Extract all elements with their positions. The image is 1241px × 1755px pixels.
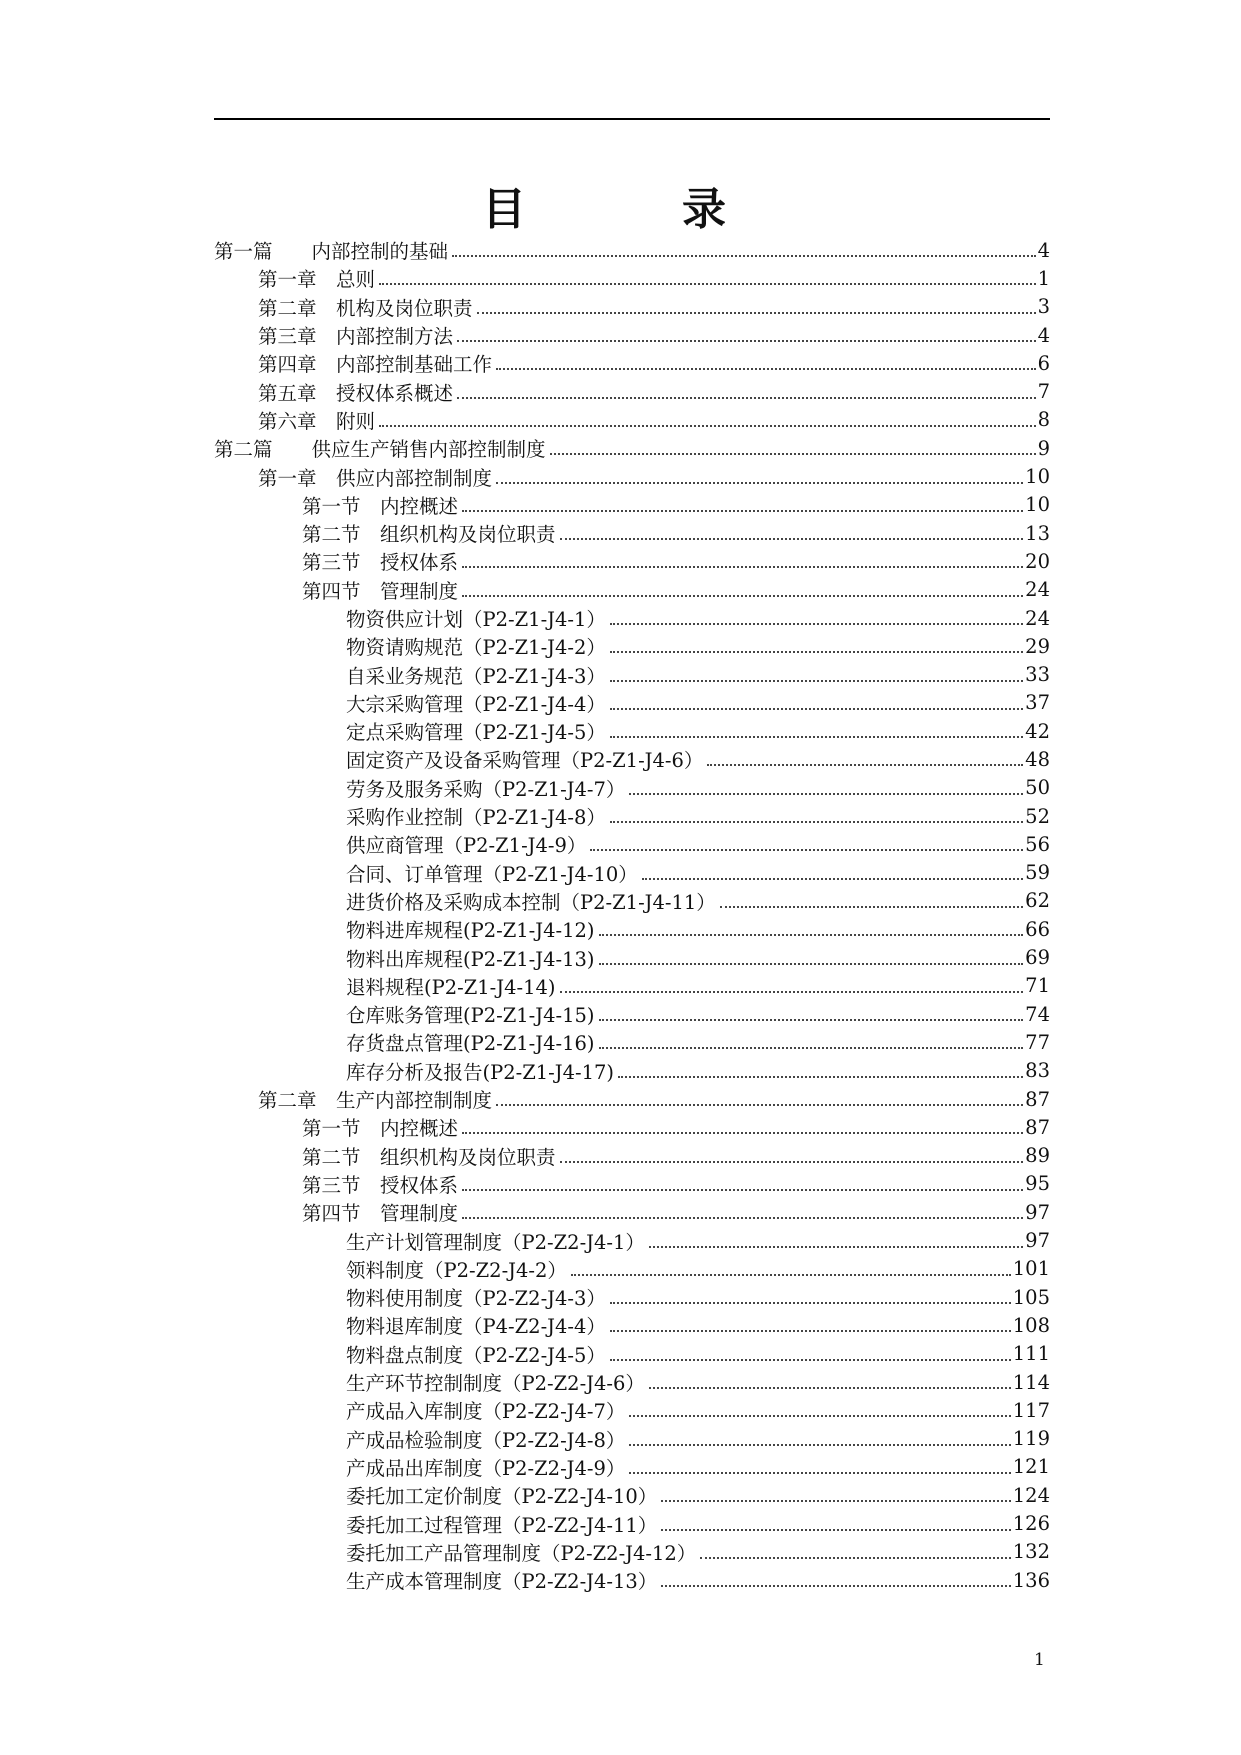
toc-entry-label: 第一篇 内部控制的基础 (214, 240, 449, 264)
toc-entry-page: 6 (1037, 351, 1050, 375)
dot-leader (610, 821, 1023, 823)
toc-entry[interactable] (214, 1226, 1050, 1254)
toc-entry[interactable] (214, 887, 1050, 915)
toc-entry-label: 第四章 内部控制基础工作 (258, 353, 493, 377)
dot-leader (610, 708, 1023, 710)
dot-leader (452, 255, 1036, 257)
toc-entry[interactable] (214, 717, 1050, 745)
toc-entry-label: 合同、订单管理（P2-Z1-J4-10） (346, 862, 638, 886)
toc-entry-page: 97 (1025, 1200, 1050, 1224)
toc-entry-page: 20 (1025, 549, 1050, 573)
toc-entry[interactable] (214, 1085, 1050, 1113)
toc-entry-label: 固定资产及设备采购管理（P2-Z1-J4-6） (346, 749, 704, 773)
dot-leader (462, 1132, 1023, 1134)
dot-leader (496, 1104, 1023, 1106)
toc-entry-page: 4 (1037, 323, 1050, 347)
toc-entry[interactable] (214, 1368, 1050, 1396)
toc-entry-page: 111 (1012, 1342, 1050, 1366)
toc-entry-label: 产成品检验制度（P2-Z2-J4-8） (346, 1428, 626, 1452)
dot-leader (661, 1500, 1010, 1502)
toc-entry[interactable] (214, 972, 1050, 1000)
toc-entry[interactable] (214, 264, 1050, 292)
toc-entry[interactable] (214, 943, 1050, 971)
toc-entry[interactable] (214, 1311, 1050, 1339)
table-of-contents (214, 236, 1050, 1594)
toc-entry-label: 委托加工过程管理（P2-Z2-J4-11） (346, 1513, 658, 1537)
dot-leader (720, 906, 1023, 908)
toc-entry-page: 66 (1025, 917, 1050, 941)
toc-entry-label: 第二节 组织机构及岗位职责 (302, 523, 556, 547)
toc-entry-label: 委托加工定价制度（P2-Z2-J4-10） (346, 1485, 658, 1509)
toc-title: 目 录 (482, 184, 782, 235)
toc-entry[interactable] (214, 377, 1050, 405)
toc-entry-page: 1 (1037, 266, 1050, 290)
dot-leader (599, 963, 1024, 965)
toc-entry[interactable] (214, 660, 1050, 688)
toc-entry[interactable] (214, 293, 1050, 321)
toc-entry-page: 24 (1025, 578, 1050, 602)
dot-leader (661, 1585, 1010, 1587)
dot-leader (462, 510, 1023, 512)
toc-entry[interactable] (214, 859, 1050, 887)
toc-entry-label: 退料规程(P2-Z1-J4-14) (346, 975, 556, 999)
toc-entry-label: 第三节 授权体系 (302, 551, 459, 575)
dot-leader (457, 340, 1036, 342)
dot-leader (496, 482, 1023, 484)
toc-entry-label: 产成品入库制度（P2-Z2-J4-7） (346, 1400, 626, 1424)
toc-entry-label: 第三节 授权体系 (302, 1173, 459, 1197)
toc-entry[interactable] (214, 830, 1050, 858)
page-number: 1 (1034, 1650, 1045, 1670)
dot-leader (629, 1472, 1010, 1474)
dot-leader (610, 1330, 1011, 1332)
dot-leader (610, 736, 1023, 738)
header-rule (214, 118, 1050, 120)
toc-entry[interactable] (214, 576, 1050, 604)
toc-entry-page: 10 (1025, 465, 1050, 489)
toc-entry[interactable] (214, 604, 1050, 632)
toc-entry-page: 114 (1012, 1370, 1050, 1394)
dot-leader (610, 1302, 1011, 1304)
toc-entry-label: 委托加工产品管理制度（P2-Z2-J4-12） (346, 1541, 697, 1565)
dot-leader (649, 1387, 1011, 1389)
toc-entry[interactable] (214, 1028, 1050, 1056)
toc-entry-page: 83 (1025, 1059, 1050, 1083)
dot-leader (610, 623, 1023, 625)
dot-leader (629, 1415, 1010, 1417)
toc-entry[interactable] (214, 1283, 1050, 1311)
toc-entry-label: 产成品出库制度（P2-Z2-J4-9） (346, 1456, 626, 1480)
toc-entry-page: 87 (1025, 1087, 1050, 1111)
toc-entry-label: 第二章 生产内部控制制度 (258, 1089, 493, 1113)
toc-entry-label: 物料使用制度（P2-Z2-J4-3） (346, 1287, 606, 1311)
dot-leader (560, 991, 1024, 993)
toc-entry[interactable] (214, 745, 1050, 773)
toc-entry-label: 物料退库制度（P4-Z2-J4-4） (346, 1315, 606, 1339)
toc-entry-label: 库存分析及报告(P2-Z1-J4-17) (346, 1060, 615, 1084)
toc-entry-page: 126 (1012, 1512, 1050, 1535)
dot-leader (560, 538, 1024, 540)
toc-entry[interactable] (214, 689, 1050, 717)
toc-entry[interactable] (214, 462, 1050, 490)
toc-entry-label: 采购作业控制（P2-Z1-J4-8） (346, 806, 606, 830)
toc-entry-page: 10 (1025, 493, 1050, 517)
toc-entry-label: 物料进库规程(P2-Z1-J4-12) (346, 919, 595, 943)
dot-leader (379, 425, 1036, 427)
toc-entry-page: 105 (1012, 1285, 1050, 1309)
toc-entry-label: 生产计划管理制度（P2-Z2-J4-1） (346, 1230, 645, 1254)
toc-entry-page: 24 (1025, 606, 1050, 630)
toc-entry-label: 第一章 供应内部控制制度 (258, 466, 493, 490)
toc-entry-label: 第四节 管理制度 (302, 1202, 459, 1226)
toc-entry-page: 33 (1025, 663, 1050, 687)
toc-entry-label: 存货盘点管理(P2-Z1-J4-16) (346, 1032, 595, 1056)
toc-entry[interactable] (214, 1509, 1050, 1537)
toc-entry[interactable] (214, 1000, 1050, 1028)
dot-leader (550, 453, 1036, 455)
toc-entry-label: 领料制度（P2-Z2-J4-2） (346, 1258, 567, 1282)
toc-entry[interactable] (214, 1453, 1050, 1481)
toc-entry[interactable] (214, 1142, 1050, 1170)
toc-entry[interactable] (214, 519, 1050, 547)
toc-entry-page: 69 (1025, 946, 1050, 970)
dot-leader (571, 1274, 1011, 1276)
toc-entry-label: 定点采购管理（P2-Z1-J4-5） (346, 721, 606, 745)
toc-entry-page: 42 (1025, 719, 1050, 743)
dot-leader (457, 397, 1036, 399)
toc-entry-page: 71 (1025, 974, 1050, 998)
toc-entry-page: 124 (1012, 1483, 1050, 1507)
toc-entry-label: 第四节 管理制度 (302, 579, 459, 603)
toc-entry-page: 62 (1025, 889, 1050, 913)
toc-entry-page: 13 (1025, 521, 1050, 545)
toc-entry-label: 第一章 总则 (258, 268, 376, 292)
dot-leader (462, 595, 1023, 597)
toc-entry-page: 4 (1037, 238, 1050, 262)
toc-entry-label: 生产成本管理制度（P2-Z2-J4-13） (346, 1570, 658, 1594)
dot-leader (629, 1444, 1010, 1446)
toc-entry-label: 物资供应计划（P2-Z1-J4-1） (346, 608, 606, 631)
dot-leader (462, 1189, 1023, 1191)
toc-entry[interactable] (214, 1340, 1050, 1368)
dot-leader (618, 1076, 1023, 1078)
toc-entry-page: 74 (1025, 1002, 1050, 1026)
toc-entry-page: 50 (1025, 776, 1050, 800)
toc-entry-page: 132 (1012, 1540, 1050, 1564)
toc-entry-page: 52 (1025, 804, 1050, 828)
toc-entry-page: 97 (1025, 1229, 1050, 1253)
dot-leader (599, 934, 1024, 936)
toc-entry-label: 第五章 授权体系概述 (258, 381, 454, 405)
toc-entry-page: 89 (1025, 1144, 1050, 1168)
dot-leader (610, 680, 1023, 682)
toc-entry[interactable] (214, 774, 1050, 802)
toc-entry[interactable] (214, 632, 1050, 660)
toc-entry[interactable] (214, 1424, 1050, 1452)
dot-leader (599, 1047, 1024, 1049)
toc-entry-label: 大宗采购管理（P2-Z1-J4-4） (346, 692, 606, 716)
toc-entry-label: 仓库账务管理(P2-Z1-J4-15) (346, 1004, 595, 1028)
toc-entry[interactable] (214, 547, 1050, 575)
toc-entry[interactable] (214, 1255, 1050, 1283)
toc-entry[interactable] (214, 406, 1050, 434)
toc-entry[interactable] (214, 1481, 1050, 1509)
toc-entry-label: 物资请购规范（P2-Z1-J4-2） (346, 636, 606, 660)
toc-entry-page: 9 (1037, 436, 1050, 460)
dot-leader (590, 849, 1023, 851)
dot-leader (707, 764, 1023, 766)
toc-entry[interactable] (214, 236, 1050, 264)
toc-entry[interactable] (214, 1566, 1050, 1594)
toc-entry-page: 136 (1012, 1568, 1050, 1592)
toc-entry[interactable] (214, 1057, 1050, 1085)
toc-entry-label: 劳务及服务采购（P2-Z1-J4-7） (346, 777, 626, 801)
toc-entry-page: 29 (1025, 634, 1050, 658)
dot-leader (462, 566, 1023, 568)
toc-entry-label: 第一节 内控概述 (302, 1117, 459, 1141)
dot-leader (379, 283, 1036, 285)
dot-leader (496, 368, 1036, 370)
toc-entry-page: 117 (1012, 1398, 1050, 1422)
toc-entry-label: 第二章 机构及岗位职责 (258, 296, 473, 320)
dot-leader (629, 793, 1023, 795)
dot-leader (610, 1359, 1011, 1361)
toc-entry[interactable] (214, 802, 1050, 830)
toc-entry-page: 56 (1025, 832, 1050, 856)
dot-leader (560, 1161, 1024, 1163)
toc-entry[interactable] (214, 1538, 1050, 1566)
toc-entry-page: 101 (1012, 1257, 1050, 1281)
toc-entry-label: 进货价格及采购成本控制（P2-Z1-J4-11） (346, 890, 716, 914)
toc-entry-label: 第二节 组织机构及岗位职责 (302, 1145, 556, 1169)
toc-entry-page: 77 (1025, 1030, 1050, 1054)
toc-entry[interactable] (214, 1198, 1050, 1226)
dot-leader (642, 878, 1023, 880)
toc-entry-page: 121 (1012, 1455, 1050, 1479)
toc-entry-page: 95 (1025, 1172, 1050, 1196)
toc-entry[interactable] (214, 321, 1050, 349)
toc-entry-page: 119 (1012, 1427, 1050, 1451)
toc-entry-label: 物料盘点制度（P2-Z2-J4-5） (346, 1343, 606, 1367)
toc-entry-page: 87 (1025, 1115, 1050, 1139)
toc-entry-label: 供应商管理（P2-Z1-J4-9） (346, 834, 587, 858)
toc-entry[interactable] (214, 1396, 1050, 1424)
toc-entry-label: 第六章 附则 (258, 409, 376, 433)
toc-entry-page: 8 (1037, 408, 1050, 432)
toc-entry[interactable] (214, 349, 1050, 377)
toc-entry[interactable] (214, 915, 1050, 943)
toc-entry[interactable] (214, 434, 1050, 462)
toc-entry-page: 7 (1037, 380, 1050, 404)
dot-leader (661, 1529, 1010, 1531)
toc-entry-label: 第三章 内部控制方法 (258, 325, 454, 349)
toc-entry[interactable] (214, 1170, 1050, 1198)
dot-leader (599, 1019, 1024, 1021)
toc-entry[interactable] (214, 1113, 1050, 1141)
dot-leader (649, 1246, 1023, 1248)
toc-entry[interactable] (214, 491, 1050, 519)
toc-entry-page: 37 (1025, 691, 1050, 715)
toc-entry-page: 108 (1012, 1313, 1050, 1337)
toc-entry-label: 物料出库规程(P2-Z1-J4-13) (346, 947, 595, 971)
toc-entry-page: 59 (1025, 861, 1050, 885)
toc-entry-label: 生产环节控制制度（P2-Z2-J4-6） (346, 1372, 645, 1396)
dot-leader (700, 1557, 1010, 1559)
toc-entry-page: 3 (1037, 295, 1050, 319)
toc-entry-label: 第一节 内控概述 (302, 494, 459, 518)
dot-leader (462, 1217, 1023, 1219)
dot-leader (477, 312, 1036, 314)
toc-entry-page: 48 (1025, 747, 1050, 771)
toc-entry-label: 自采业务规范（P2-Z1-J4-3） (346, 664, 606, 688)
toc-entry-label: 第二篇 供应生产销售内部控制制度 (214, 438, 546, 462)
dot-leader (610, 651, 1023, 653)
